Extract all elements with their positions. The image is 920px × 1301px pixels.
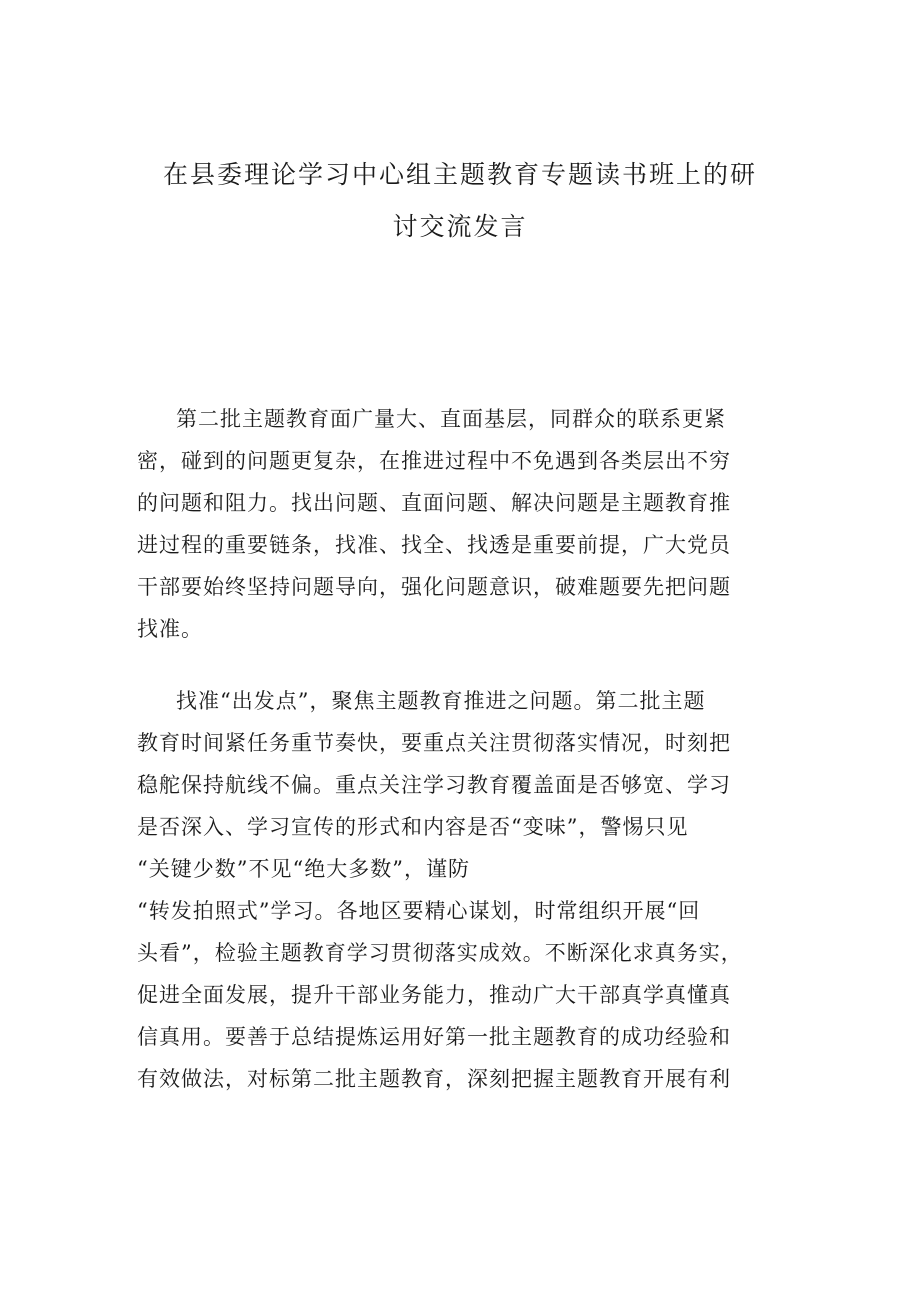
title-line-1: 在县委理论学习中心组主题教育专题读书班上的研 (162, 159, 757, 189)
text-line: 头看”，检验主题教育学习贯彻落实成效。不断深化求真务实， (137, 941, 743, 965)
text-line: 教育时间紧任务重节奏快，要重点关注贯彻落实情况，时刻把 (137, 731, 731, 755)
paragraph-1 (137, 398, 787, 650)
text-line: 信真用。要善于总结提炼运用好第一批主题教育的成功经验和 (137, 1025, 731, 1049)
text-line: 稳舵保持航线不偏。重点关注学习教育覆盖面是否够宽、学习 (137, 773, 731, 797)
text-line: 密，碰到的问题更复杂，在推进过程中不免遇到各类层出不穷 (137, 449, 731, 473)
text-line: 干部要始终坚持问题导向，强化问题意识，破难题要先把问题 (137, 575, 731, 599)
paragraph-2 (137, 680, 787, 1100)
text-line: 是否深入、学习宣传的形式和内容是否“变味”，警惕只见 (137, 815, 689, 839)
text-line: 找准。 (137, 617, 203, 641)
text-line: 有效做法，对标第二批主题教育，深刻把握主题教育开展有利 (137, 1067, 731, 1091)
text-line: “关键少数”不见“绝大多数”，谨防 (137, 857, 470, 881)
document-title (120, 149, 800, 253)
text-line: 促进全面发展，提升干部业务能力，推动广大干部真学真懂真 (137, 983, 731, 1007)
text-line: 的问题和阻力。找出问题、直面问题、解决问题是主题教育推 (137, 491, 731, 515)
document-body (137, 398, 787, 1100)
text-line: 找准“出发点”，聚焦主题教育推进之问题。第二批主题 (176, 689, 706, 713)
text-line: 第二批主题教育面广量大、直面基层，同群众的联系更紧 (176, 407, 726, 431)
text-line: “转发拍照式”学习。各地区要精心谋划，时常组织开展“回 (137, 899, 701, 923)
text-line: 进过程的重要链条，找准、找全、找透是重要前提，广大党员 (137, 533, 731, 557)
title-line-2: 讨交流发言 (392, 211, 528, 241)
